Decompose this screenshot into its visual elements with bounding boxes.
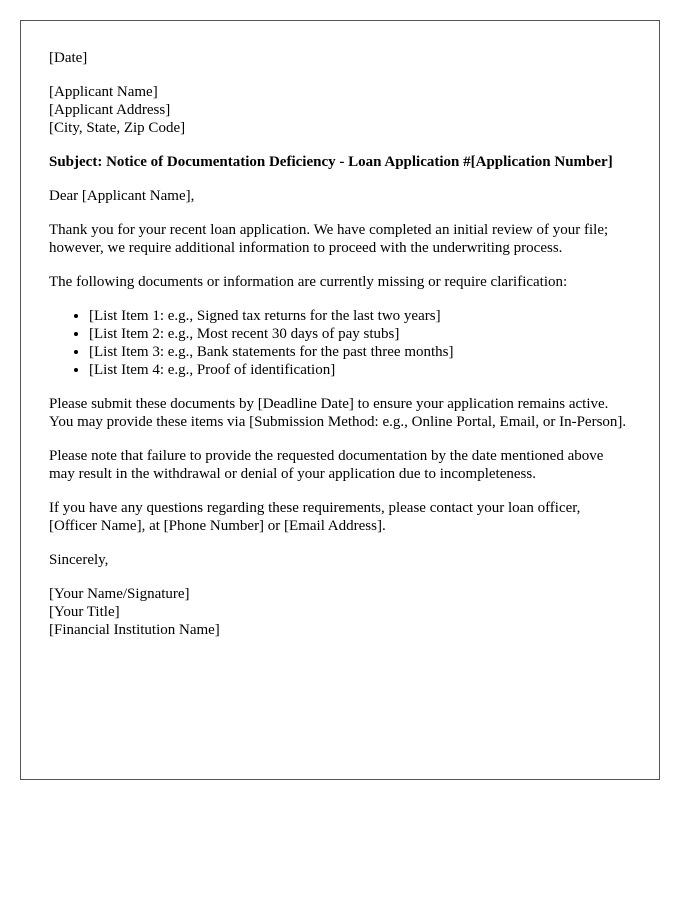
recipient-address: [Applicant Address] (49, 102, 171, 118)
recipient-block (49, 83, 631, 137)
date-line (49, 49, 631, 67)
list-item: • [List Item 1: e.g., Signed tax returns for the last two years] (89, 307, 631, 325)
signature-institution: [Financial Institution Name] (49, 622, 220, 638)
list-item: • [List Item 2: e.g., Most recent 30 days of pay stubs] (89, 325, 631, 343)
subject-line: Subject: Notice of Documentation Deficiency - Loan Application #[Application Number] (49, 154, 613, 170)
paragraph-deadline: Please submit these documents by [Deadline Date] to ensure your application remains active. You may provide these items via [Submission Method: e.g., Online Portal, Email, or In-Person]. (49, 396, 627, 430)
list-item: • [List Item 4: e.g., Proof of identification] (89, 361, 631, 379)
recipient-name: [Applicant Name] (49, 84, 158, 100)
letter-document (20, 20, 660, 780)
list-item: • [List Item 3: e.g., Bank statements for the past three months] (89, 343, 631, 361)
paragraph-intro: Thank you for your recent loan application. We have completed an initial review of your file; however, we require additional information to proceed with the underwriting process. (49, 222, 609, 256)
letter-date: [Date] (49, 50, 88, 66)
paragraph-contact: If you have any questions regarding these requirements, please contact your loan officer, [Officer Name], at [Phone Number] or [Email Address]. (49, 500, 581, 534)
paragraph-warning: Please note that failure to provide the requested documentation by the date mentioned above may result in the withdrawal or denial of your application due to incompleteness. (49, 448, 604, 482)
closing: Sincerely, (49, 552, 109, 568)
signature-block (49, 585, 631, 639)
missing-documents-list (49, 307, 631, 379)
paragraph-missing-docs: The following documents or information are currently missing or require clarification: (49, 274, 568, 290)
recipient-city-state-zip: [City, State, Zip Code] (49, 120, 186, 136)
signature-name: [Your Name/Signature] (49, 586, 190, 602)
salutation: Dear [Applicant Name], (49, 188, 195, 204)
signature-title: [Your Title] (49, 604, 120, 620)
